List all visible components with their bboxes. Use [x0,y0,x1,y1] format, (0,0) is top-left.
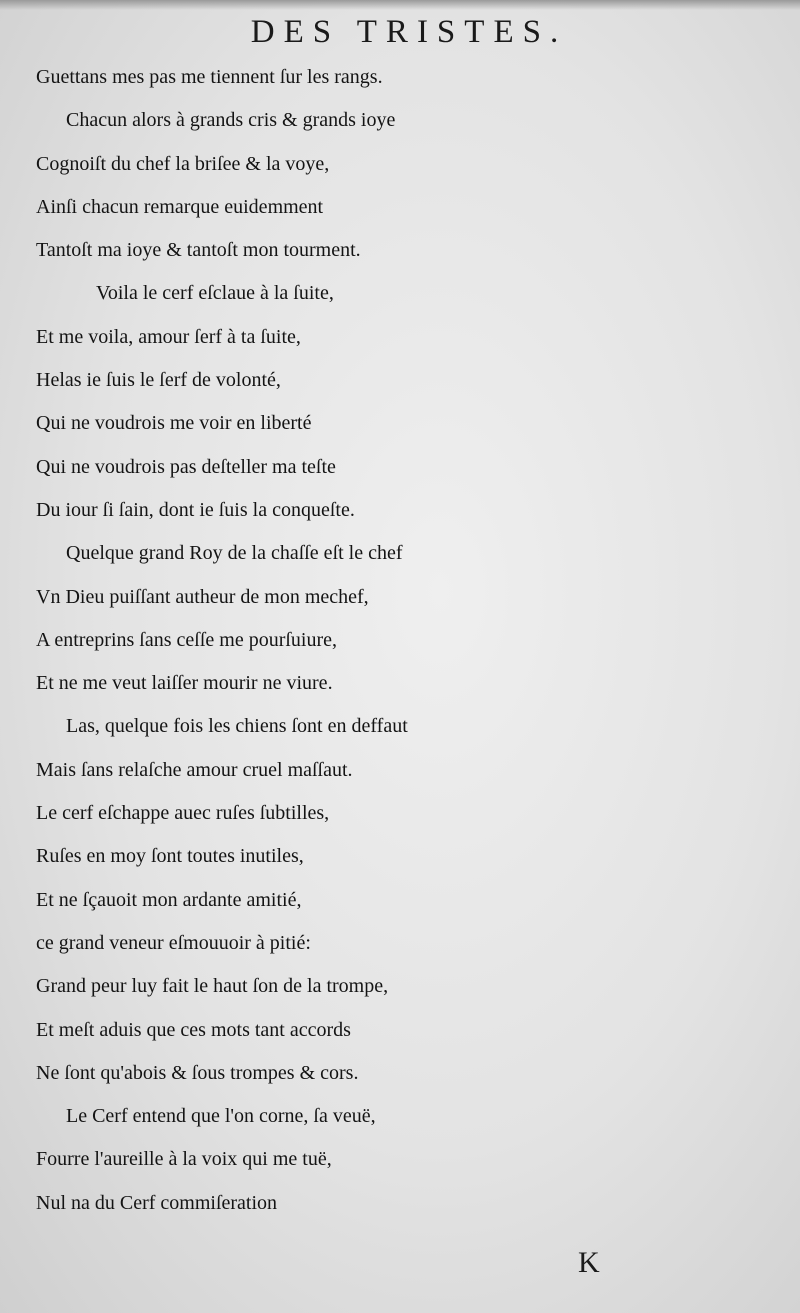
verse-line: A entreprins ſans ceſſe me pourſuiure, [36,628,338,651]
verse-line: Et ne ſçauoit mon ardante amitié, [36,888,302,911]
verse-line: Ainſi chacun remarque euidemment [36,195,324,218]
poem-text [0,56,800,1225]
verse-line: Vn Dieu puiſſant autheur de mon mechef, [36,585,369,608]
verse-line: Et me voila, amour ſerf à ta ſuite, [36,325,301,348]
verse-line: Quelque grand Roy de la chaſſe eſt le chef [66,542,403,565]
verse-line: ce grand veneur eſmouuoir à pitié: [36,931,311,954]
verse-line: Grand peur luy fait le haut ſon de la trompe, [36,975,389,998]
verse-line: Du iour ſi ſain, dont ie ſuis la conqueſte. [36,498,355,521]
verse-line: Cognoiſt du chef la briſee & la voye, [36,152,330,175]
verse-line: Le cerf eſchappe auec ruſes ſubtilles, [36,802,330,825]
verse-line: Fourre l'aureille à la voix qui me tuë, [36,1148,332,1171]
verse-line: Et meſt aduis que ces mots tant accords [36,1018,351,1041]
signature-mark: K [578,1246,600,1279]
verse-line: Ruſes en moy ſont toutes inutiles, [36,845,304,868]
verse-line: Et ne me veut laiſſer mourir ne viure. [36,672,333,695]
running-title: DES TRISTES. [250,14,568,50]
verse-line: Helas ie ſuis le ſerf de volonté, [36,369,281,392]
verse-line: Las, quelque fois les chiens ſont en deffaut [66,715,408,738]
page-top-shadow [0,0,800,10]
verse-line: Ne ſont qu'abois & ſous trompes & cors. [36,1061,359,1084]
verse-line: Qui ne voudrois pas deſteller ma teſte [36,455,336,478]
verse-line: Guettans mes pas me tiennent ſur les rangs. [36,66,383,88]
verse-line: Voila le cerf eſclaue à la ſuite, [96,282,334,305]
verse-line: Tantoſt ma ioye & tantoſt mon tourment. [36,239,361,262]
verse-line: Nul na du Cerf commiſeration [36,1191,278,1214]
verse-line: Mais ſans relaſche amour cruel maſſaut. [36,758,353,781]
verse-line: Le Cerf entend que l'on corne, ſa veuë, [66,1105,376,1128]
verse-line: Qui ne voudrois me voir en liberté [36,412,312,435]
verse-line: Chacun alors à grands cris & grands ioye [66,109,396,132]
